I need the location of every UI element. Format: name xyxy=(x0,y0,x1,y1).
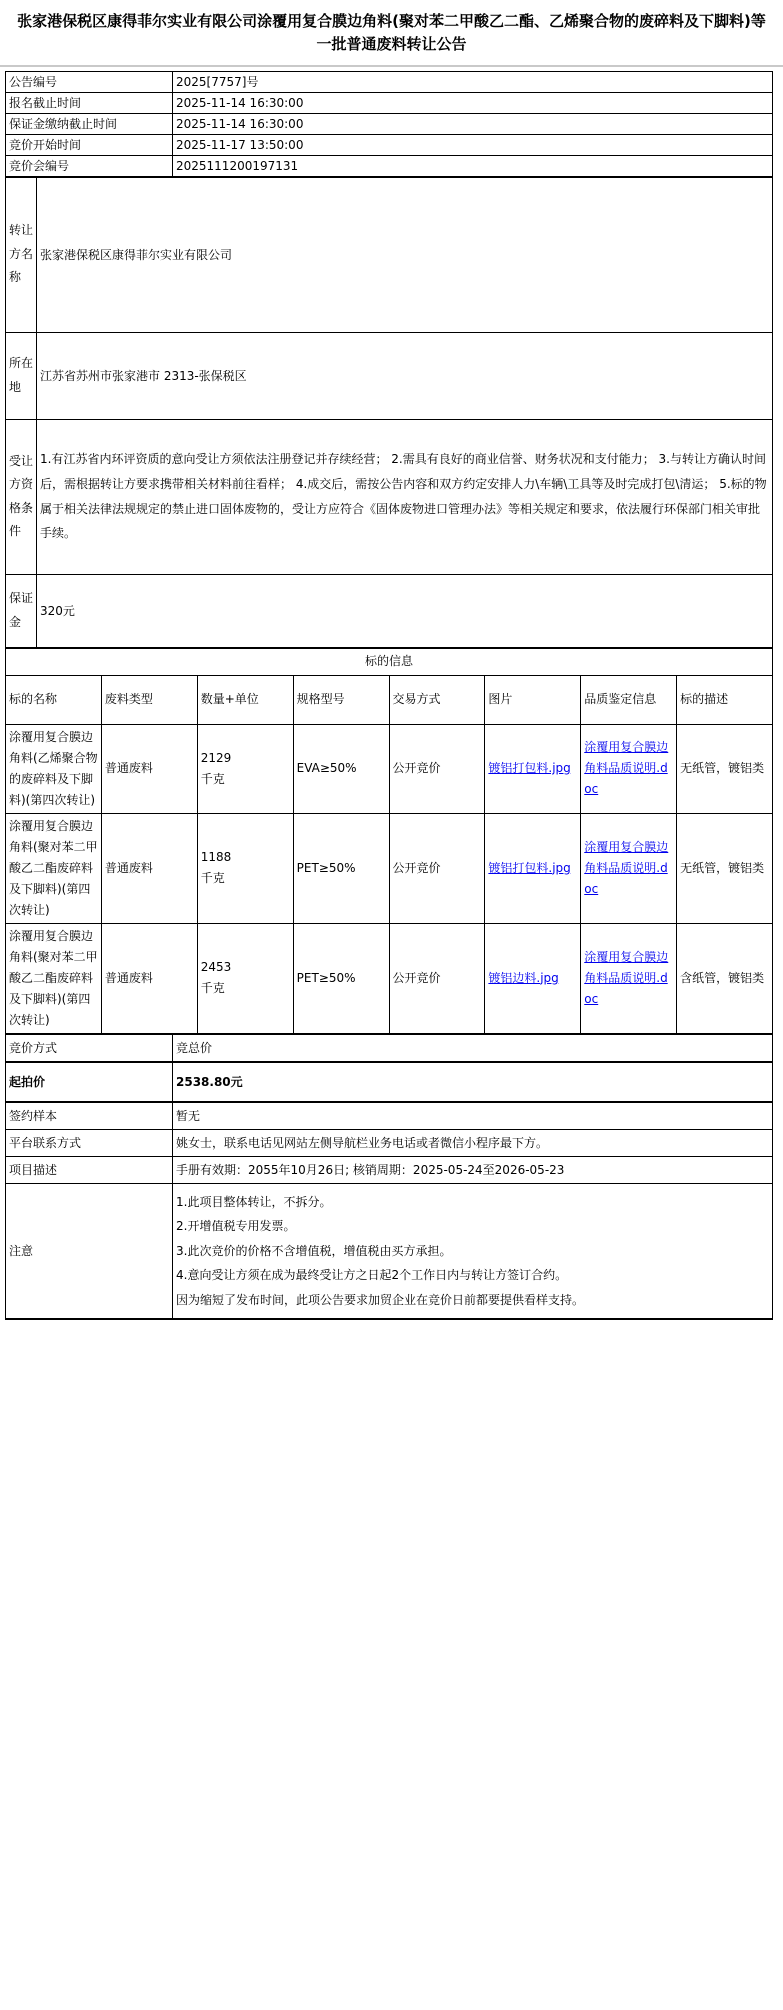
table-row xyxy=(6,177,773,332)
lot-image-cell xyxy=(485,724,581,813)
bidding-start-value: 2025-11-17 13:50:00 xyxy=(173,134,773,155)
lot-row xyxy=(6,724,773,813)
lot-qty-number: 1188 xyxy=(200,850,232,864)
quality-doc-link[interactable]: 涂覆用复合膜边角料品质说明.doc xyxy=(584,839,669,896)
lot-spec: EVA≥50% xyxy=(293,724,389,813)
notice-line: 1.此项目整体转让，不拆分。 xyxy=(176,1194,332,1209)
signup-deadline-label: 报名截止时间 xyxy=(6,92,173,113)
transferor-name-label: 转让方名称 xyxy=(6,177,37,332)
starting-price-label: 起拍价 xyxy=(6,1062,173,1102)
location-label: 所在地 xyxy=(6,332,37,419)
transferee-qualification-value: 1.有江苏省内环评资质的意向受让方须依法注册登记并存续经营； 2.需具有良好的商业信誉、财务状况和支付能力； 3.与转让方确认时间后，需根据转让方要求携带相关材料前往看样； 4.成交后，需按公告内容和双方约定安排人力\车辆\工具等及时完成打包\清运； 5.标的物属于相关法律法规规定的禁止进口固体废物的，受让方应符合《固体废物进口管理办法》等相关规定和要求，依法履行环保部门相关审批手续。 xyxy=(37,419,773,574)
lot-description: 无纸管，镀铝类 xyxy=(677,724,773,813)
table-row xyxy=(6,92,773,113)
lot-qty-unit: 千克 xyxy=(200,981,225,995)
table-row xyxy=(6,1102,773,1130)
table-row xyxy=(6,332,773,419)
bid-mode-value: 竞总价 xyxy=(173,1034,773,1062)
table-row xyxy=(6,1034,773,1062)
lot-quality-cell xyxy=(581,724,677,813)
table-row xyxy=(6,1129,773,1156)
contract-sample-value: 暂无 xyxy=(173,1102,773,1130)
waste-type-header: 废料类型 xyxy=(101,675,197,724)
lot-qty-unit: 千克 xyxy=(200,771,225,786)
lot-waste-type: 普通废料 xyxy=(101,813,197,923)
lot-description: 无纸管，镀铝类 xyxy=(677,813,773,923)
lot-image-cell xyxy=(485,813,581,923)
image-link[interactable]: 镀铝打包料.jpg xyxy=(488,761,571,775)
contract-sample-label: 签约样本 xyxy=(6,1102,173,1130)
page-title: 张家港保税区康得菲尔实业有限公司涂覆用复合膜边角料(聚对苯二甲酸乙二酯、乙烯聚合物的废碎料及下脚料)等一批普通废料转让公告 xyxy=(17,12,766,54)
table-row xyxy=(6,155,773,177)
project-desc-value: 手册有效期：2055年10月26日; 核销周期：2025-05-24至2026-05-23 xyxy=(173,1156,773,1183)
signup-deadline-value: 2025-11-14 16:30:00 xyxy=(173,92,773,113)
table-row xyxy=(6,419,773,574)
notice-row xyxy=(6,1183,773,1319)
deposit-value: 320元 xyxy=(37,574,773,647)
notice-label: 注意 xyxy=(6,1183,173,1319)
notice-line: 4.意向受让方须在成为最终受让方之日起2个工作日内与转让方签订合约。 xyxy=(176,1268,568,1283)
lot-spec: PET≥50% xyxy=(293,813,389,923)
lot-row xyxy=(6,923,773,1033)
lot-spec: PET≥50% xyxy=(293,923,389,1033)
starting-price-row xyxy=(6,1062,773,1102)
lot-quality-cell xyxy=(581,923,677,1033)
spec-model-header: 规格型号 xyxy=(293,675,389,724)
lot-qty-unit: 千克 xyxy=(200,871,225,885)
quantity-unit-header: 数量+单位 xyxy=(197,675,293,724)
quality-doc-link[interactable]: 涂覆用复合膜边角料品质说明.doc xyxy=(584,740,669,796)
announcement-no-label: 公告编号 xyxy=(6,71,173,92)
table-row xyxy=(6,574,773,647)
party-info-table xyxy=(5,177,773,648)
bidding-session-no-label: 竞价会编号 xyxy=(6,155,173,177)
notice-line: 3.此次竞价的价格不含增值税，增值税由买方承担。 xyxy=(176,1243,452,1258)
lot-qty-number: 2129 xyxy=(200,750,232,765)
lot-trade-mode: 公开竞价 xyxy=(389,813,485,923)
lot-name: 涂覆用复合膜边角料(聚对苯二甲酸乙二酯废碎料及下脚料)(第四次转让) xyxy=(6,813,102,923)
platform-contact-label: 平台联系方式 xyxy=(6,1129,173,1156)
bidding-session-no-value: 2025111200197131 xyxy=(173,155,773,177)
transferee-qualification-label: 受让方资格条件 xyxy=(6,419,37,574)
notice-line: 因为缩短了发布时间，此项公告要求加贸企业在竞价日前都要提供看样支持。 xyxy=(176,1292,585,1307)
table-row xyxy=(6,113,773,134)
image-link[interactable]: 镀铝打包料.jpg xyxy=(488,860,571,875)
lot-trade-mode: 公开竞价 xyxy=(389,724,485,813)
trade-mode-header: 交易方式 xyxy=(389,675,485,724)
lot-name: 涂覆用复合膜边角料(聚对苯二甲酸乙二酯废碎料及下脚料)(第四次转让) xyxy=(6,923,102,1033)
announcement-no-value: 2025[7757]号 xyxy=(173,71,773,92)
announcement-info-table xyxy=(5,71,773,178)
lot-trade-mode: 公开竞价 xyxy=(389,923,485,1033)
title-divider xyxy=(0,65,783,67)
table-row xyxy=(6,71,773,92)
announcement-page xyxy=(0,10,783,1320)
lot-quantity xyxy=(197,923,293,1033)
starting-price-value: 2538.80元 xyxy=(173,1062,773,1102)
lot-quality-cell xyxy=(581,813,677,923)
lot-waste-type: 普通废料 xyxy=(101,724,197,813)
notice-line: 2.开增值税专用发票。 xyxy=(176,1219,296,1234)
lot-row xyxy=(6,813,773,923)
project-desc-label: 项目描述 xyxy=(6,1156,173,1183)
platform-contact-value: 姚女士，联系电话见网站左侧导航栏业务电话或者微信小程序最下方。 xyxy=(173,1129,773,1156)
quality-info-header: 品质鉴定信息 xyxy=(581,675,677,724)
lot-quantity xyxy=(197,813,293,923)
terms-table xyxy=(5,1033,773,1321)
lot-name: 涂覆用复合膜边角料(乙烯聚合物的废碎料及下脚料)(第四次转让) xyxy=(6,724,102,813)
bidding-start-label: 竞价开始时间 xyxy=(6,134,173,155)
deposit-deadline-label: 保证金缴纳截止时间 xyxy=(6,113,173,134)
lot-name-header: 标的名称 xyxy=(6,675,102,724)
lots-table xyxy=(5,647,773,1034)
quality-doc-link[interactable]: 涂覆用复合膜边角料品质说明.doc xyxy=(584,949,669,1006)
lot-qty-number: 2453 xyxy=(200,960,232,974)
transferor-name-value: 张家港保税区康得菲尔实业有限公司 xyxy=(37,177,773,332)
table-row xyxy=(6,134,773,155)
table-row xyxy=(6,1156,773,1183)
lot-waste-type: 普通废料 xyxy=(101,923,197,1033)
deposit-deadline-value: 2025-11-14 16:30:00 xyxy=(173,113,773,134)
lots-section-title: 标的信息 xyxy=(6,648,773,676)
table-row xyxy=(6,648,773,676)
lot-quantity xyxy=(197,724,293,813)
image-link[interactable]: 镀铝边料.jpg xyxy=(488,970,559,985)
location-value: 江苏省苏州市张家港市 2313-张保税区 xyxy=(37,332,773,419)
lot-description: 含纸管，镀铝类 xyxy=(677,923,773,1033)
lot-image-cell xyxy=(485,923,581,1033)
deposit-label: 保证金 xyxy=(6,574,37,647)
image-header: 图片 xyxy=(485,675,581,724)
table-header-row xyxy=(6,675,773,724)
lot-desc-header: 标的描述 xyxy=(677,675,773,724)
notice-value xyxy=(173,1183,773,1319)
bid-mode-label: 竞价方式 xyxy=(6,1034,173,1062)
